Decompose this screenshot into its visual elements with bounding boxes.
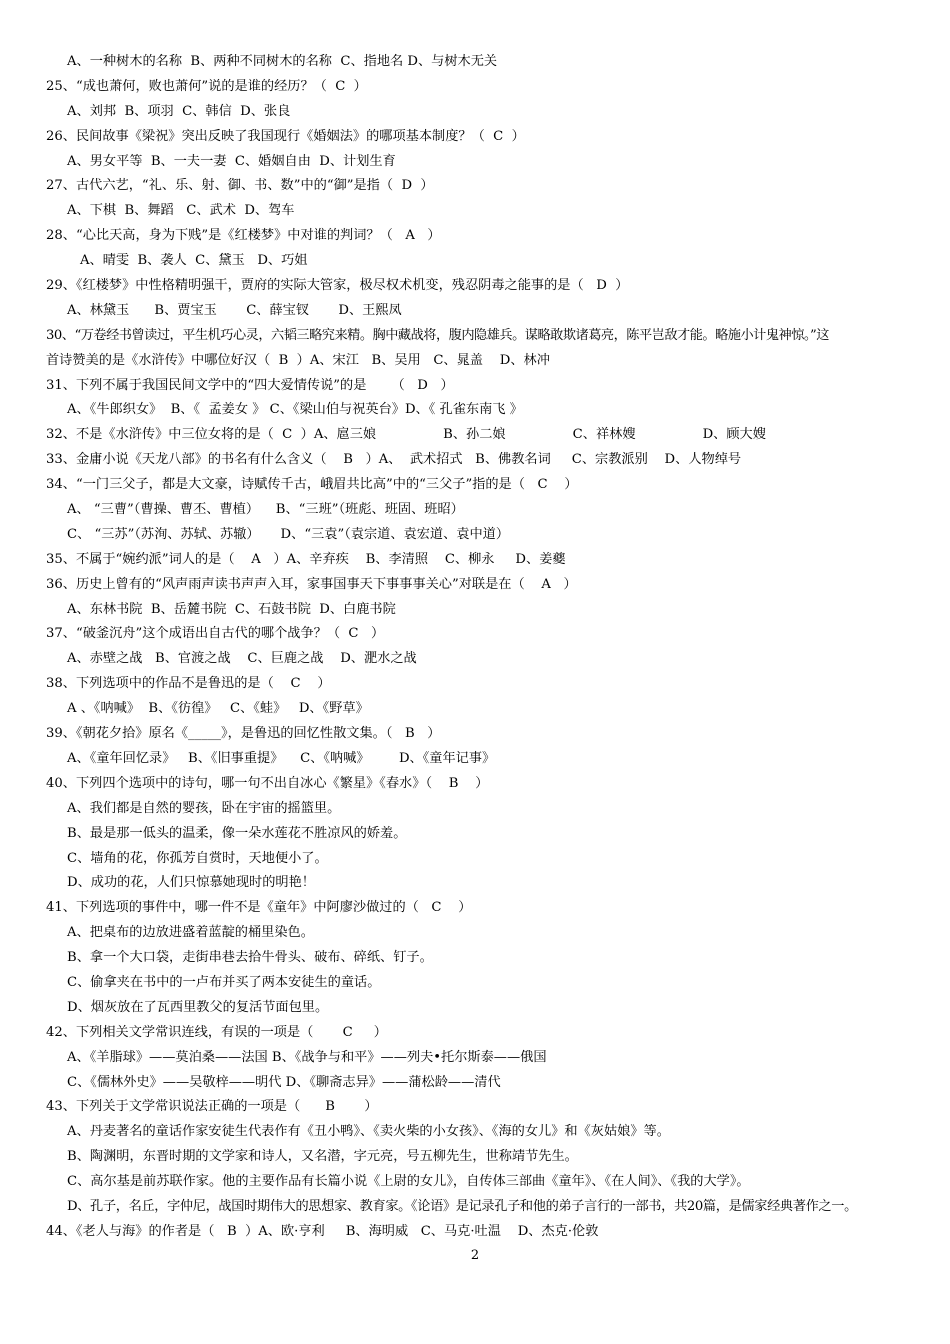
question-line: 25、“成也萧何，败也萧何”说的是谁的经历？（ C ） [46,78,367,94]
option-line: B、陶渊明，东晋时期的文学家和诗人，又名潜，字元亮，号五柳先生，世称靖节先生。 [67,1149,578,1165]
option-line: D、烟灰放在了瓦西里教父的复活节面包里。 [67,999,329,1015]
option-line: A、 “三曹”（曹操、曹丕、曹植） B、“三班”（班彪、班固、班昭） [67,502,464,518]
question-line: 41、下列选项的事件中，哪一件不是《童年》中阿廖沙做过的（ C ） [46,900,472,916]
question-line: 34、“一门三父子，都是大文豪，诗赋传千古，峨眉共比高”中的“三父子”指的是（ C ） [46,477,578,493]
option-line: A、我们都是自然的婴孩，卧在宇宙的摇篮里。 [67,800,341,816]
question-line: 43、下列关于文学常识说法正确的一项是（ B ） [46,1099,378,1115]
question-line: 36、历史上曾有的“风声雨声读书声声入耳，家事国事天下事事事关心”对联是在（ A ） [46,576,577,592]
option-line: B、拿一个大口袋，走街串巷去拾牛骨头、破布、碎纸、钉子。 [67,950,433,966]
question-line: 44、《老人与海》的作者是（ B ）A、欧·亨利 B、海明威 C、马克·吐温 D、杰克·伦敦 [46,1223,599,1239]
question-line: 27、古代六艺，“礼、乐、射、御、书、数”中的“御”是指（ D ） [46,178,434,194]
option-line: A 、《呐喊》 B、《彷徨》 C、《蛙》 D、《野草》 [67,701,369,717]
question-list [46,50,914,1245]
option-line: A、晴雯 B、袭人 C、黛玉 D、巧姐 [80,253,308,269]
question-line: 29、《红楼梦》中性格精明强干，贾府的实际大管家，极尽权术机变，残忍阴毒之能事的是（ D ） [46,278,629,294]
option-line: C、 “三苏”（苏洵、苏轼、苏辙） D、“三袁”（袁宗道、袁宏道、袁中道） [67,526,510,542]
option-line: A、林黛玉 B、贾宝玉 C、薛宝钗 D、王熙凤 [67,302,402,318]
question-line: 40、下列四个选项中的诗句，哪一句不出自冰心《繁星》《春水》（ B ） [46,775,489,791]
page-number: 2 [470,1248,480,1263]
option-line: D、孔子，名丘，字仲尼，战国时期伟大的思想家、教育家。《论语》是记录孔子和他的弟子言行的一部书，共20篇，是儒家经典著作之一。 [67,1198,857,1214]
question-line: 37、“破釜沉舟”这个成语出自古代的哪个战争？（ C ） [46,626,385,642]
question-line: 26、民间故事《梁祝》突出反映了我国现行《婚姻法》的哪项基本制度？（ C ） [46,128,525,144]
question-line: 30、“万卷经书曾读过，平生机巧心灵，六韬三略究来精。胸中藏战将，腹内隐雄兵。谋略敢欺诸葛亮，陈平岂敌才能。略施小计鬼神惊。”这 [46,327,829,343]
question-line: 首诗赞美的是《水浒传》中哪位好汉（ B ）A、宋江 B、吴用 C、晁盖 D、林冲 [46,352,550,368]
option-line: A、丹麦著名的童话作家安徒生代表作有《丑小鸭》、《卖火柴的小女孩》、《海的女儿》和《灰姑娘》等。 [67,1124,670,1140]
question-line: 35、不属于“婉约派”词人的是（ A ）A、辛弃疾 B、李清照 C、柳永 D、姜夔 [46,551,566,567]
option-line: A、下棋 B、舞蹈 C、武术 D、驾车 [67,203,295,219]
question-line: 38、下列选项中的作品不是鲁迅的是（ C ） [46,676,331,692]
option-line: A、男女平等 B、一夫一妻 C、婚姻自由 D、计划生育 [67,153,396,169]
question-line: 32、不是《水浒传》中三位女将的是（ C ）A、扈三娘 B、孙二娘 C、祥林嫂 D、顾大嫂 [46,427,766,443]
option-line: A、《牛郎织女》 B、《 孟姜女 》 C、《梁山伯与祝英台》D、《 孔雀东南飞 》 [67,402,523,418]
option-line: A、刘邦 B、项羽 C、韩信 D、张良 [67,103,291,119]
option-line: C、偷拿夹在书中的一卢布并买了两本安徒生的童话。 [67,974,381,990]
option-line: C、《儒林外史》——吴敬梓——明代 D、《聊斋志异》——蒲松龄——清代 [67,1074,501,1090]
option-line: A、赤壁之战 B、官渡之战 C、巨鹿之战 D、淝水之战 [67,651,417,667]
question-line: 31、下列不属于我国民间文学中的“四大爱情传说”的是 （ D ） [46,377,454,393]
option-line: A、把桌布的边放进盛着蓝靛的桶里染色。 [67,925,314,941]
option-line: C、墙角的花，你孤芳自赏时，天地便小了。 [67,850,328,866]
question-line: 42、下列相关文学常识连线，有误的一项是（ C ） [46,1024,387,1040]
option-line: D、成功的花，人们只惊慕她现时的明艳！ [67,875,315,891]
option-line: A、《童年回忆录》 B、《旧事重提》 C、《呐喊》 D、《童年记事》 [67,750,496,766]
option-line: A、东林书院 B、岳麓书院 C、石鼓书院 D、白鹿书院 [67,601,396,617]
option-line: A、《羊脂球》——莫泊桑——法国 B、《战争与和平》——列夫•托尔斯泰——俄国 [67,1049,547,1065]
option-line: B、最是那一低头的温柔，像一朵水莲花不胜凉风的娇羞。 [67,825,407,841]
option-line: A、一种树木的名称 B、两种不同树木的名称 C、指地名 D、与树木无关 [67,54,498,69]
option-line: C、高尔基是前苏联作家。他的主要作品有长篇小说《上尉的女儿》，自传体三部曲《童年》、《在人间》、《我的大学》。 [67,1174,750,1190]
question-line: 39、《朝花夕拾》原名《_____》，是鲁迅的回忆性散文集。（ B ） [46,726,441,742]
question-line: 33、金庸小说《天龙八部》的书名有什么含义（ B ）A、 武术招式 B、佛教名词 C、宗教派别 D、人物绰号 [46,452,742,468]
question-line: 28、“心比天高，身为下贱”是《红楼梦》中对谁的判词？（ A ） [46,228,441,244]
